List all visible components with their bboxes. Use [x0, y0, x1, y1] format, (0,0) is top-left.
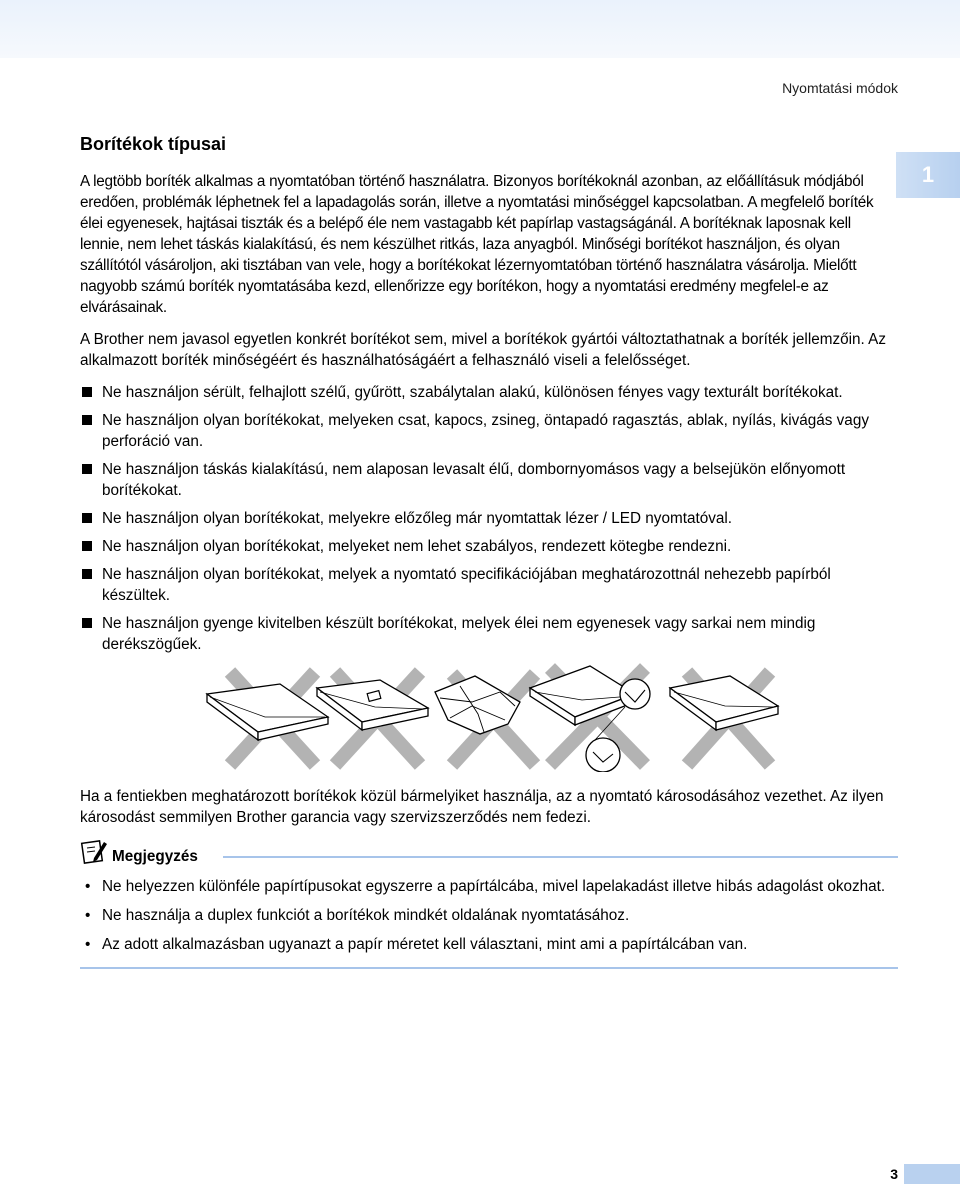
list-item-text: Ne használjon olyan borítékokat, melyeken csat, kapocs, zsineg, öntapadó ragasztás, ablak, nyílás, kivágás vagy perforáció van. [102, 412, 869, 450]
square-bullet-icon [82, 464, 92, 474]
list-item-text: Ne használjon gyenge kivitelben készült borítékokat, melyek élei nem egyenesek vagy sarkai nem mindig derékszögűek. [102, 615, 816, 653]
list-item [80, 382, 898, 403]
list-item [80, 459, 898, 501]
header-band [0, 0, 960, 58]
list-item-text: Ne használjon olyan borítékokat, melyek a nyomtató specifikációjában meghatározottnál nehezebb papírból készültek. [102, 566, 831, 604]
list-item-text: Ne használjon olyan borítékokat, melyekre előzőleg már nyomtattak lézer / LED nyomtatóval. [102, 510, 733, 527]
warranty-paragraph: Ha a fentiekben meghatározott borítékok közül bármelyiket használja, az a nyomtató károsodásához vezethet. Az ilyen károsodást semmilyen Brother garancia vagy szervizszerződés nem fedezi. [80, 788, 884, 826]
note-item-text: Ne használja a duplex funkciót a borítékok mindkét oldalának nyomtatásához. [102, 907, 630, 924]
main-content [80, 134, 898, 969]
list-item-text: Ne használjon táskás kialakítású, nem alaposan levasalt élű, dombornyomásos vagy a belsejükön előnyomott borítékokat. [102, 461, 846, 499]
note-item [80, 905, 898, 926]
envelope-damaged-2 [317, 672, 428, 765]
list-item [80, 508, 898, 529]
envelope-damaged-5 [670, 672, 778, 765]
running-title: Nyomtatási módok [782, 80, 898, 96]
note-item [80, 876, 898, 897]
warning-list [80, 382, 898, 655]
square-bullet-icon [82, 513, 92, 523]
envelope-illustration [80, 662, 898, 772]
square-bullet-icon [82, 618, 92, 628]
envelope-figure [80, 662, 898, 772]
square-bullet-icon [82, 415, 92, 425]
note-item-text: Az adott alkalmazásban ugyanazt a papír méretet kell választani, mint ami a papírtálcában van. [102, 936, 748, 953]
list-item-text: Ne használjon olyan borítékokat, melyeket nem lehet szabályos, rendezett kötegbe rendezni. [102, 538, 732, 555]
envelope-damaged-3 [435, 674, 535, 765]
list-item-text: Ne használjon sérült, felhajlott szélű, gyűrött, szabálytalan alakú, különösen fényes vagy texturált borítékokat. [102, 384, 843, 401]
section-title: Borítékok típusai [80, 134, 227, 154]
bullet-dot: • [85, 907, 91, 924]
note-divider-top [223, 856, 898, 858]
note-header [80, 844, 898, 870]
list-item [80, 564, 898, 606]
list-item [80, 410, 898, 452]
note-list [80, 876, 898, 955]
intro-paragraph: A legtöbb boríték alkalmas a nyomtatóban történő használatra. Bizonyos borítékoknál azonban, az előállításuk módjából eredően, problémák léphetnek fel a lapadagolás során, illetve a nyomtatási minőséggel kapcsolatban. A megfelelő boríték élei egyenesek, hajtásai tiszták és a belépő éle nem vastagabb két papírlap vastagságánál. A borítéknak laposnak kell lennie, nem lehet táskás kialakítású, és nem készülhet ritkás, laza anyagból. Minőségi borítékot használjon, és olyan szállítótól vásároljon, aki tisztában van vele, hogy a borítékokat lézernyomtatóban történő használatra vásárolja. Mielőtt nagyobb számú boríték nyomtatásába kezd, ellenőrizze egy borítékon, hogy a nyomtatási eredmény megfelel-e az elvárásainak. [80, 173, 874, 316]
note-divider-bottom [80, 967, 898, 969]
page-tab [904, 1164, 960, 1184]
page-number: 3 [890, 1166, 898, 1182]
brother-paragraph: A Brother nem javasol egyetlen konkrét borítékot sem, mivel a borítékok gyártói változtathatnak a boríték jellemzőin. Az alkalmazott boríték minőségéért és használhatóságáért a felhasználó viseli a felelősséget. [80, 331, 887, 369]
note-title: Megjegyzés [112, 848, 198, 865]
square-bullet-icon [82, 569, 92, 579]
chapter-tab [896, 152, 960, 198]
note-item-text: Ne helyezzen különféle papírtípusokat egyszerre a papírtálcába, mivel lapelakadást illetve hibás adagolást okozhat. [102, 878, 886, 895]
note-item [80, 934, 898, 955]
envelope-damaged-1 [207, 672, 328, 765]
envelope-damaged-4 [530, 666, 650, 772]
list-item [80, 613, 898, 655]
square-bullet-icon [82, 541, 92, 551]
list-item [80, 536, 898, 557]
note-pencil-icon [80, 838, 108, 866]
bullet-dot: • [85, 878, 91, 895]
bullet-dot: • [85, 936, 91, 953]
square-bullet-icon [82, 387, 92, 397]
chapter-number: 1 [921, 162, 935, 187]
